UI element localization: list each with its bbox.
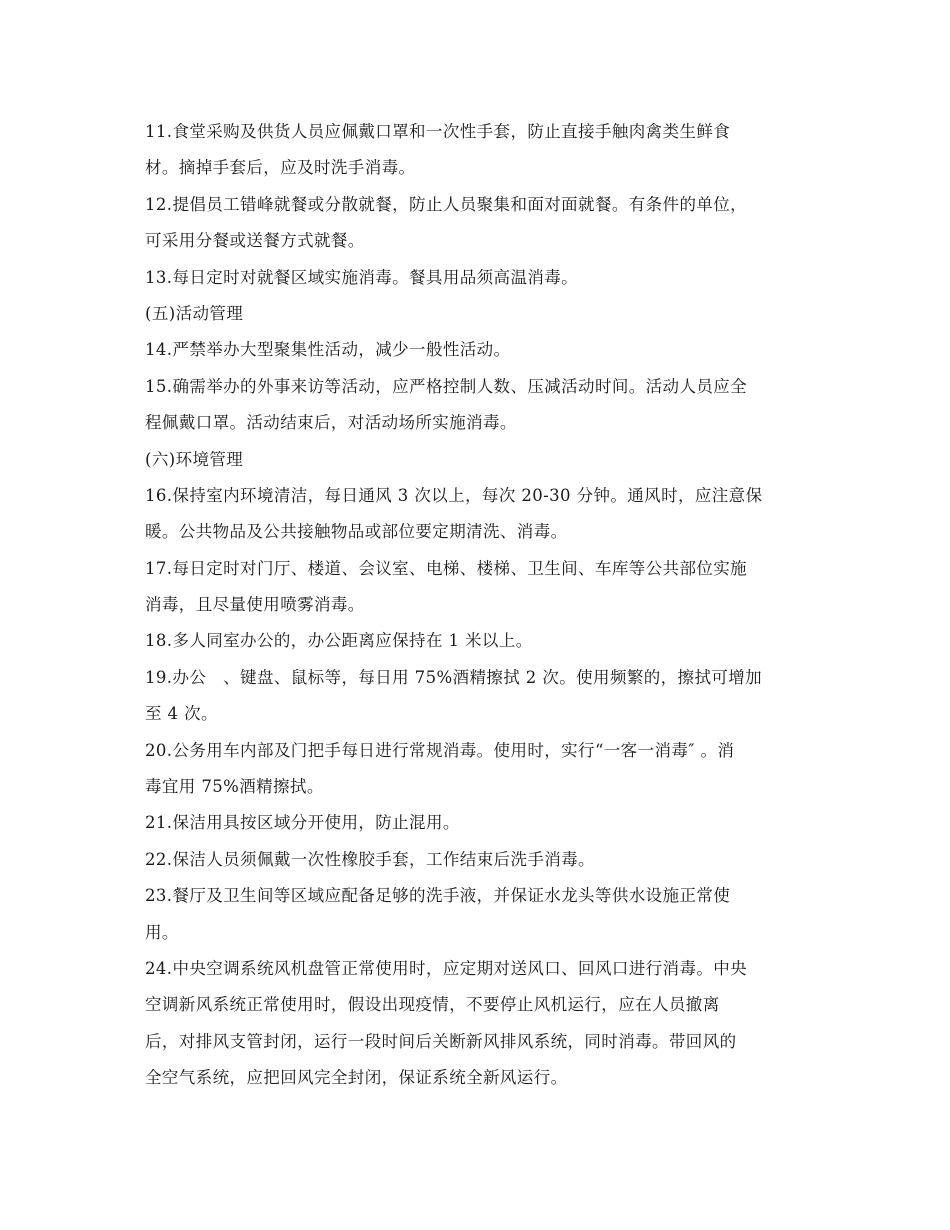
- text-line: 毒宜用 75%酒精擦拭。: [145, 777, 324, 797]
- text-line: 20.公务用车内部及门把手每日进行常规消毒。使用时，实行“一客一消毒″ 。消: [145, 740, 735, 760]
- text-line: 16.保持室内环境清洁，每日通风 3 次以上，每次 20-30 分钟。通风时，应注意保: [145, 485, 763, 505]
- text-line: 可采用分餐或送餐方式就餐。: [145, 231, 365, 251]
- section-heading: (五)活动管理: [145, 303, 244, 323]
- text-line: 程佩戴口罩。活动结束后，对活动场所实施消毒。: [145, 413, 517, 433]
- text-line: 消毒，且尽量使用喷雾消毒。: [145, 595, 365, 615]
- section-heading: (六)环境管理: [145, 449, 244, 469]
- text-line: 22.保洁人员须佩戴一次性橡胶手套，工作结束后洗手消毒。: [145, 849, 595, 869]
- text-line: 12.提倡员工错峰就餐或分散就餐，防止人员聚集和面对面就餐。有条件的单位，: [145, 194, 748, 214]
- text-line: 材。摘掉手套后，应及时洗手消毒。: [145, 158, 416, 178]
- text-line: 13.每日定时对就餐区域实施消毒。餐具用品须高温消毒。: [145, 267, 579, 287]
- text-line: 11.食堂采购及供货人员应佩戴口罩和一次性手套，防止直接手触肉禽类生鲜食: [145, 122, 731, 141]
- text-line: 21.保洁用具按区域分开使用，防止混用。: [145, 813, 460, 833]
- text-line: 后，对排风支管封闭，运行一段时间后关断新风排风系统，同时消毒。带回风的: [145, 1031, 737, 1051]
- text-line: 19.办公 、键盘、鼠标等，每日用 75%酒精擦拭 2 次。使用频繁的，擦拭可增加: [145, 667, 763, 687]
- text-line: 全空气系统，应把回风完全封闭，保证系统全新风运行。: [145, 1068, 568, 1088]
- text-line: 18.多人同室办公的，办公距离应保持在 1 米以上。: [145, 631, 533, 651]
- document-page: [145, 114, 810, 1097]
- text-line: 暖。公共物品及公共接触物品或部位要定期清洗、消毒。: [145, 522, 568, 542]
- text-line: 14.严禁举办大型聚集性活动，减少一般性活动。: [145, 340, 511, 360]
- text-line: 至 4 次。: [145, 704, 218, 724]
- text-line: 24.中央空调系统风机盘管正常使用时，应定期对送风口、回风口进行消毒。中央: [145, 958, 748, 978]
- text-line: 23.餐厅及卫生间等区域应配备足够的洗手液，并保证水龙头等供水设施正常使: [145, 886, 731, 906]
- text-line: 空调新风系统正常使用时，假设出现疫情，不要停止风机运行，应在人员撤离: [145, 995, 720, 1015]
- text-line: 用。: [145, 922, 179, 942]
- text-line: 15.确需举办的外事来访等活动，应严格控制人数、压减活动时间。活动人员应全: [145, 376, 748, 396]
- text-line: 17.每日定时对门厅、楼道、会议室、电梯、楼梯、卫生间、车库等公共部位实施: [145, 558, 748, 578]
